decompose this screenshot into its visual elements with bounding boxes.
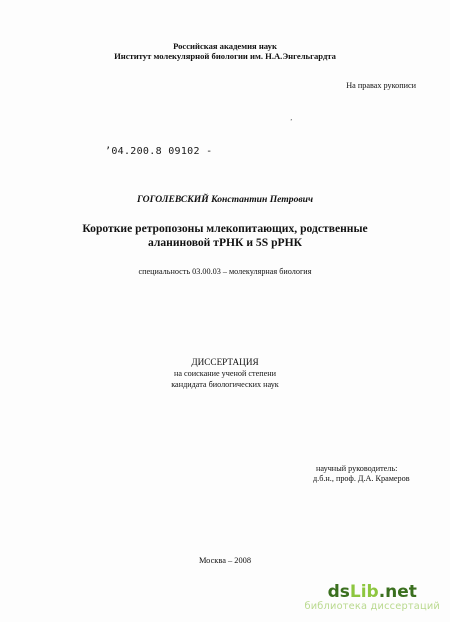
logo-part-net: .net xyxy=(378,582,417,602)
logo-part-lib: Lib xyxy=(349,582,379,602)
author-name: ГОГОЛЕВСКИЙ Константин Петрович xyxy=(136,194,314,205)
supervisor-label: научный руководитель: xyxy=(316,464,398,473)
institution-line-2: Институт молекулярной биологии им. Н.А.Энгельгардта xyxy=(114,51,336,61)
registration-stamp: ’04.200.8 09102 - xyxy=(105,146,213,157)
dslib-logo xyxy=(304,583,440,601)
institution-line-1: Российская академия наук xyxy=(173,41,277,51)
city-year: Москва – 2008 xyxy=(198,556,252,565)
supervisor-name: д.б.н., проф. Д.А. Крамеров xyxy=(313,474,410,483)
dissertation-heading: ДИССЕРТАЦИЯ xyxy=(191,357,259,367)
dslib-watermark[interactable] xyxy=(304,583,440,613)
dissertation-field-line: кандидата биологических наук xyxy=(171,380,279,389)
title-line-1: Короткие ретропозоны млекопитающих, родственные xyxy=(82,222,368,235)
logo-part-ds: ds xyxy=(327,582,350,602)
rights-note: На правах рукописи xyxy=(346,81,416,90)
specialty: специальность 03.00.03 – молекулярная биология xyxy=(138,267,312,276)
watermark-subtitle: библиотека диссертаций xyxy=(304,601,440,612)
title-line-2: аланиновой тРНК и 5S рРНК xyxy=(147,236,303,249)
dissertation-degree-line: на соискание ученой степени xyxy=(173,369,277,378)
scan-speck: ’ xyxy=(290,118,293,126)
